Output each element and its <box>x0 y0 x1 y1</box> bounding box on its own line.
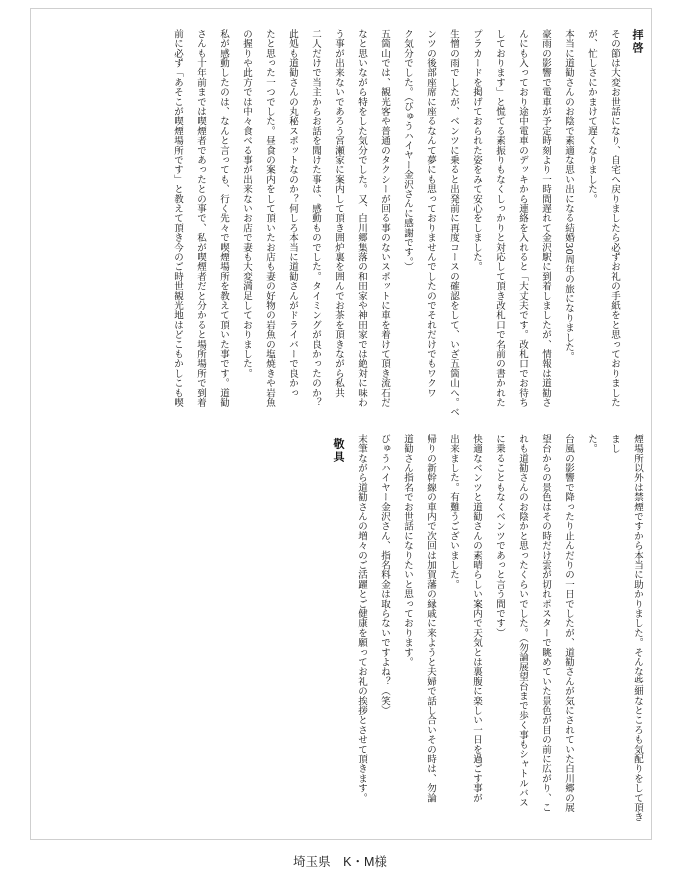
letter-line: 出来ました。有難うございました。 <box>448 434 459 590</box>
letter-line: 前に必ず「あそこが喫煙場所です」と教えて頂き今のご時世観光地はどこもかしこも喫 <box>172 29 183 408</box>
letter-line: 生憎の雨でしたが、ベンツに乗ると出発前に再度コースの確認をして、いざ五箇山へ。ベ <box>448 29 459 417</box>
letter-line: 快適なベンツと道勧さんの素晴らしい案内で天気とは裏腹に楽しい一日を過ごす事が <box>471 434 482 803</box>
letter-line: 道勧さん指名でお世話になりたいと思っております。 <box>402 434 413 667</box>
letter-upper-block <box>89 29 649 425</box>
letter-line: びゅうハイヤー金沢さん、指名料金は取らないですよね？（笑） <box>379 434 390 716</box>
sender-signature: 埼玉県 K・M様 <box>293 855 387 869</box>
letter-lower-block <box>89 434 649 826</box>
letter-line: 此処も道勧さんの丸秘スポットなのか？何しろ本当に道勧さんがドライバーで良かっ <box>287 29 298 398</box>
letter-line: プラカードを掲げておられた姿をみて安心をしました。 <box>471 29 482 272</box>
letter-line: 五箇山では、観光客や普通のタクシーが回る事のないスポットに車を着けて頂き流石だ <box>379 29 390 408</box>
letter-line: の握りや此方では中々食べる事が出来ないお店で妻も大変満足しておりました。 <box>241 29 252 379</box>
letter-line: 台風の影響で降ったり止んだりの一日でしたが、道勧さんが気にされていた白川郷の展 <box>563 434 574 813</box>
letter-line: 豪雨の影響で電車が予定時刻より一時間遅れて金沢駅に到着しましたが、情報は道勧さ <box>540 29 551 408</box>
letter-line: 望台からの景色はその時だけ雲が切れポスターで眺めていた景色が目の前に広がり、こ <box>540 434 551 813</box>
letter-line: しております」と慌てる素振りもなくしっかりと対応して頂き改札口で名前の書かれた <box>494 29 505 408</box>
letter-line: 帰りの新幹線の車内で次回は加賀藩の縁戚に来ようと夫婦で話し合いその時は、勿論 <box>425 434 436 803</box>
letter-line: その節は大変お世話になり、自宅へ戻りましたら必ずお礼の手紙をと思っておりました <box>609 29 620 408</box>
letter-line: に乗ることもなくベンツであっと言う間です） <box>494 434 505 638</box>
letter-closing: 敬具 <box>332 438 345 464</box>
letter-line: 二人だけで当主からお話を聞けた事は、感動ものでした。タイミングが良かったのか？ <box>310 29 321 408</box>
letter-line: ク気分でした。（びゅうハイヤー金沢さんに感謝です。） <box>402 29 413 272</box>
letter-line: が、忙しさにかまけて遅くなりました。 <box>586 29 597 204</box>
letter-line: さんも十年前までは喫煙者であったとの事で、私が喫煙者だと分かると場所場所で到着 <box>195 29 206 408</box>
letter-line: なと思いながら特をした気分でした。又、白川郷集落の和田家や神田家では絶対に味わ <box>356 29 367 408</box>
letter-line: う事が出来ないであろう宮瀬家に案内して頂き囲炉裏を囲んでお茶を頂きながら私共 <box>333 29 344 398</box>
letter-line: れも道勧さんのお陰かと思ったくらいでした。（勿論展望台まで歩く事もシャトルバス <box>517 434 528 808</box>
letter-line: んにも入っており途中電車のデッキから連絡を入れると「大丈夫です。改札口でお待ち <box>517 29 528 408</box>
letter-line: た。 <box>586 434 597 454</box>
letter-line: ンツの後部座席に座るなんて夢にも思っておりませんでしたのでそれだけでもワクワ <box>425 29 436 398</box>
letter-greeting: 拝啓 <box>631 29 644 55</box>
letter-line: 末筆ながら道勧さんの増々のご活躍とご健康を願ってお礼の挨拶とさせて頂きます。 <box>356 434 367 803</box>
letter-line: 煙場所以外は禁煙ですから本当に助かりました。そんな些細なところも気配りをして頂きまし <box>609 434 643 822</box>
letter-sheet <box>30 8 652 840</box>
letter-line: たと思った一つでした。昼食の案内をして頂いたお店も妻の好物の岩魚の塩焼きや岩魚 <box>264 29 275 408</box>
letter-line: 本当に道勧さんのお陰で素適な思い出になる結婚30周年の旅になりました。 <box>563 29 574 362</box>
letter-line: 私が感動したのは、なんと言っても、行く先々で喫煙場所を教えて頂いた事です。道勧 <box>218 29 229 408</box>
